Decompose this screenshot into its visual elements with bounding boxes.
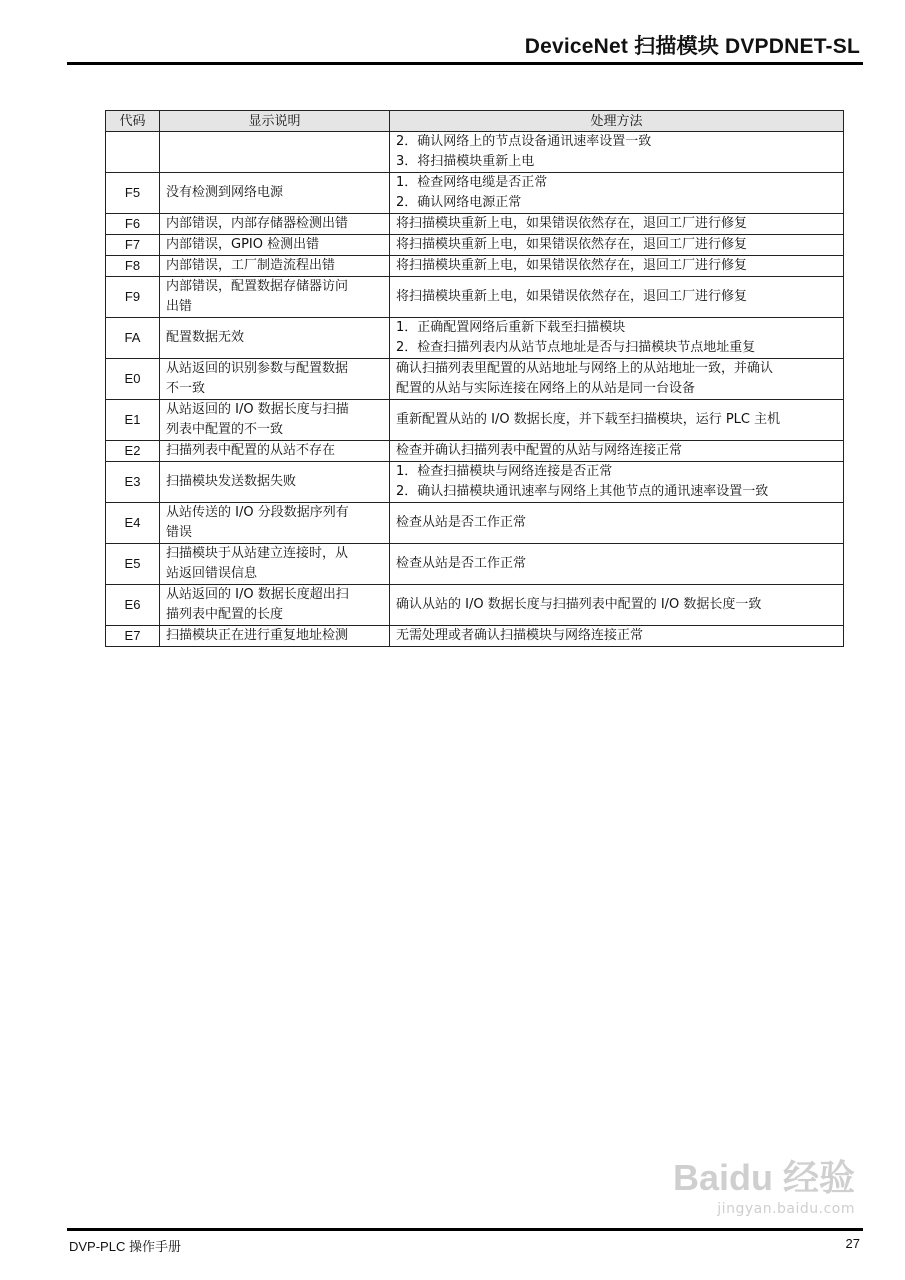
description-cell <box>160 400 390 441</box>
description-cell <box>160 544 390 585</box>
table-row <box>106 585 844 626</box>
table-row <box>106 235 844 256</box>
handling-line: 1．正确配置网络后重新下载至扫描模块 <box>396 320 626 335</box>
description-line: 配置数据无效 <box>166 330 245 345</box>
watermark-logo: Baidu 经验 <box>672 1157 855 1198</box>
error-code-cell: E6 <box>106 585 160 626</box>
error-code-cell: F9 <box>106 277 160 318</box>
description-line: 错误 <box>166 525 193 540</box>
table-row <box>106 544 844 585</box>
description-line: 没有检测到网络电源 <box>166 185 284 200</box>
watermark <box>640 1150 855 1230</box>
description-cell <box>160 503 390 544</box>
description-line: 从站传送的 I/O 分段数据序列有 <box>166 505 349 520</box>
handling-line: 重新配置从站的 I/O 数据长度，并下载至扫描模块，运行 PLC 主机 <box>396 412 781 427</box>
error-code-cell: E0 <box>106 359 160 400</box>
description-cell <box>160 462 390 503</box>
description-cell <box>160 132 390 173</box>
page-title: DeviceNet 扫描模块 DVPDNET-SL <box>524 35 860 58</box>
error-code-table <box>105 110 844 647</box>
description-line: 从站返回的 I/O 数据长度超出扫 <box>166 587 349 602</box>
description-line: 扫描模块正在进行重复地址检测 <box>166 628 349 643</box>
description-line: 内部错误，工厂制造流程出错 <box>166 258 336 273</box>
handling-cell <box>390 400 844 441</box>
handling-line: 1．检查扫描模块与网络连接是否正常 <box>396 464 613 479</box>
header-rule <box>67 62 863 65</box>
description-line: 扫描模块于从站建立连接时，从 <box>166 546 349 561</box>
handling-line: 无需处理或者确认扫描模块与网络连接正常 <box>396 628 644 643</box>
handling-line: 3．将扫描模块重新上电 <box>396 154 535 169</box>
description-cell <box>160 359 390 400</box>
description-cell <box>160 585 390 626</box>
description-line: 从站返回的 I/O 数据长度与扫描 <box>166 402 349 417</box>
handling-line: 检查从站是否工作正常 <box>396 515 527 530</box>
table-row <box>106 626 844 647</box>
handling-line: 检查并确认扫描列表中配置的从站与网络连接正常 <box>396 443 683 458</box>
description-line: 内部错误，GPIO 检测出错 <box>166 237 320 252</box>
handling-cell <box>390 462 844 503</box>
table-row <box>106 359 844 400</box>
handling-cell <box>390 235 844 256</box>
description-line: 内部错误，配置数据存储器访问 <box>166 279 349 294</box>
table-row <box>106 503 844 544</box>
table-row <box>106 400 844 441</box>
description-cell <box>160 318 390 359</box>
table-header-row <box>106 111 844 132</box>
col-header-description: 显示说明 <box>160 111 390 132</box>
handling-cell <box>390 277 844 318</box>
table-row <box>106 173 844 214</box>
table-row <box>106 318 844 359</box>
error-code-cell <box>106 132 160 173</box>
handling-line: 检查从站是否工作正常 <box>396 556 527 571</box>
description-line: 列表中配置的不一致 <box>166 422 284 437</box>
error-code-cell: FA <box>106 318 160 359</box>
description-line: 内部错误，内部存储器检测出错 <box>166 216 349 231</box>
table-row <box>106 277 844 318</box>
description-line: 扫描列表中配置的从站不存在 <box>166 443 336 458</box>
handling-line: 将扫描模块重新上电，如果错误依然存在，退回工厂进行修复 <box>396 289 748 304</box>
description-cell <box>160 173 390 214</box>
handling-cell <box>390 441 844 462</box>
error-code-cell: E2 <box>106 441 160 462</box>
table-row <box>106 214 844 235</box>
handling-line: 将扫描模块重新上电，如果错误依然存在，退回工厂进行修复 <box>396 216 748 231</box>
description-line: 描列表中配置的长度 <box>166 607 284 622</box>
description-line: 从站返回的识别参数与配置数据 <box>166 361 349 376</box>
description-cell <box>160 626 390 647</box>
footer-manual-title: DVP-PLC 操作手册 <box>69 1239 181 1254</box>
error-code-cell: E7 <box>106 626 160 647</box>
error-code-cell: F8 <box>106 256 160 277</box>
handling-cell <box>390 318 844 359</box>
error-code-cell: F5 <box>106 173 160 214</box>
page-number: 27 <box>845 1236 860 1251</box>
handling-cell <box>390 132 844 173</box>
description-cell <box>160 256 390 277</box>
handling-cell <box>390 626 844 647</box>
error-code-cell: F6 <box>106 214 160 235</box>
description-line: 出错 <box>166 299 193 314</box>
description-cell <box>160 441 390 462</box>
handling-line: 将扫描模块重新上电，如果错误依然存在，退回工厂进行修复 <box>396 258 748 273</box>
handling-cell <box>390 173 844 214</box>
handling-cell <box>390 214 844 235</box>
table-row <box>106 441 844 462</box>
description-line: 站返回错误信息 <box>166 566 258 581</box>
handling-line: 确认扫描列表里配置的从站地址与网络上的从站地址一致，并确认 <box>396 361 774 376</box>
error-code-cell: E4 <box>106 503 160 544</box>
handling-line: 2．确认网络上的节点设备通讯速率设置一致 <box>396 134 652 149</box>
table-row <box>106 462 844 503</box>
handling-line: 2．检查扫描列表内从站节点地址是否与扫描模块节点地址重复 <box>396 340 756 355</box>
handling-line: 2．确认扫描模块通讯速率与网络上其他节点的通讯速率设置一致 <box>396 484 769 499</box>
handling-line: 2．确认网络电源正常 <box>396 195 522 210</box>
col-header-handling: 处理方法 <box>390 111 844 132</box>
error-code-cell: F7 <box>106 235 160 256</box>
handling-cell <box>390 359 844 400</box>
description-cell <box>160 277 390 318</box>
handling-cell <box>390 544 844 585</box>
description-line: 不一致 <box>166 381 206 396</box>
handling-line: 确认从站的 I/O 数据长度与扫描列表中配置的 I/O 数据长度一致 <box>396 597 762 612</box>
table-row <box>106 256 844 277</box>
description-cell <box>160 214 390 235</box>
handling-line: 配置的从站与实际连接在网络上的从站是同一台设备 <box>396 381 696 396</box>
col-header-code: 代码 <box>106 111 160 132</box>
description-line: 扫描模块发送数据失败 <box>166 474 297 489</box>
watermark-url: jingyan.baidu.com <box>717 1201 855 1217</box>
error-code-cell: E1 <box>106 400 160 441</box>
handling-line: 1．检查网络电缆是否正常 <box>396 175 548 190</box>
description-cell <box>160 235 390 256</box>
handling-cell <box>390 503 844 544</box>
error-code-cell: E5 <box>106 544 160 585</box>
handling-line: 将扫描模块重新上电，如果错误依然存在，退回工厂进行修复 <box>396 237 748 252</box>
table-row <box>106 132 844 173</box>
error-code-cell: E3 <box>106 462 160 503</box>
table-body <box>106 132 844 647</box>
handling-cell <box>390 256 844 277</box>
handling-cell <box>390 585 844 626</box>
